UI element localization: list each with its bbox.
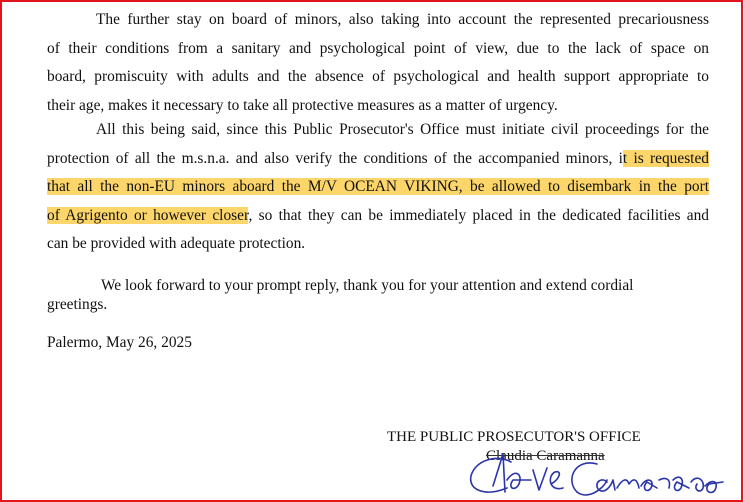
text-line: The further stay on board of minors, also taking into account the represented precariousness (96, 11, 709, 28)
text-line (47, 173, 709, 202)
highlighted-text: t is requested (622, 149, 709, 167)
place-date: Palermo, May 26, 2025 (47, 334, 192, 351)
text-line: board, promiscuity with adults and the absence of psychological and health support appropriate to (47, 68, 709, 85)
text-line: their age, makes it necessary to take all protective measures as a matter of urgency. (47, 96, 558, 114)
signer-name: Claudia Caramanna (486, 448, 605, 464)
text-line (47, 202, 709, 231)
text-line: All this being said, since this Public Prosecutor's Office must initiate civil proceedings for the (96, 121, 709, 138)
text-span: protection of all the m.s.n.a. and also verify the conditions of the accompanied minors, i (47, 149, 623, 167)
paragraph-request (47, 116, 709, 259)
handwritten-signature (467, 450, 727, 502)
office-title: THE PUBLIC PROSECUTOR'S OFFICE (387, 429, 641, 445)
text-line: We look forward to your prompt reply, thank you for your attention and extend cordial (101, 277, 634, 294)
highlighted-text: that all the non-EU minors aboard the M/V OCEAN VIKING, be allowed to disembark in the port (47, 178, 709, 195)
highlighted-text: of Agrigento or however closer (47, 206, 249, 224)
text-line (47, 145, 709, 174)
paragraph-minors-conditions (47, 6, 709, 120)
text-span: , so that they can be immediately placed in the dedicated facilities and (248, 206, 709, 224)
text-line: can be provided with adequate protection. (47, 235, 306, 252)
text-line: greetings. (47, 296, 108, 313)
text-line: of their conditions from a sanitary and psychological point of view, due to the lack of space on (47, 39, 709, 57)
paragraph-closing (47, 276, 709, 314)
